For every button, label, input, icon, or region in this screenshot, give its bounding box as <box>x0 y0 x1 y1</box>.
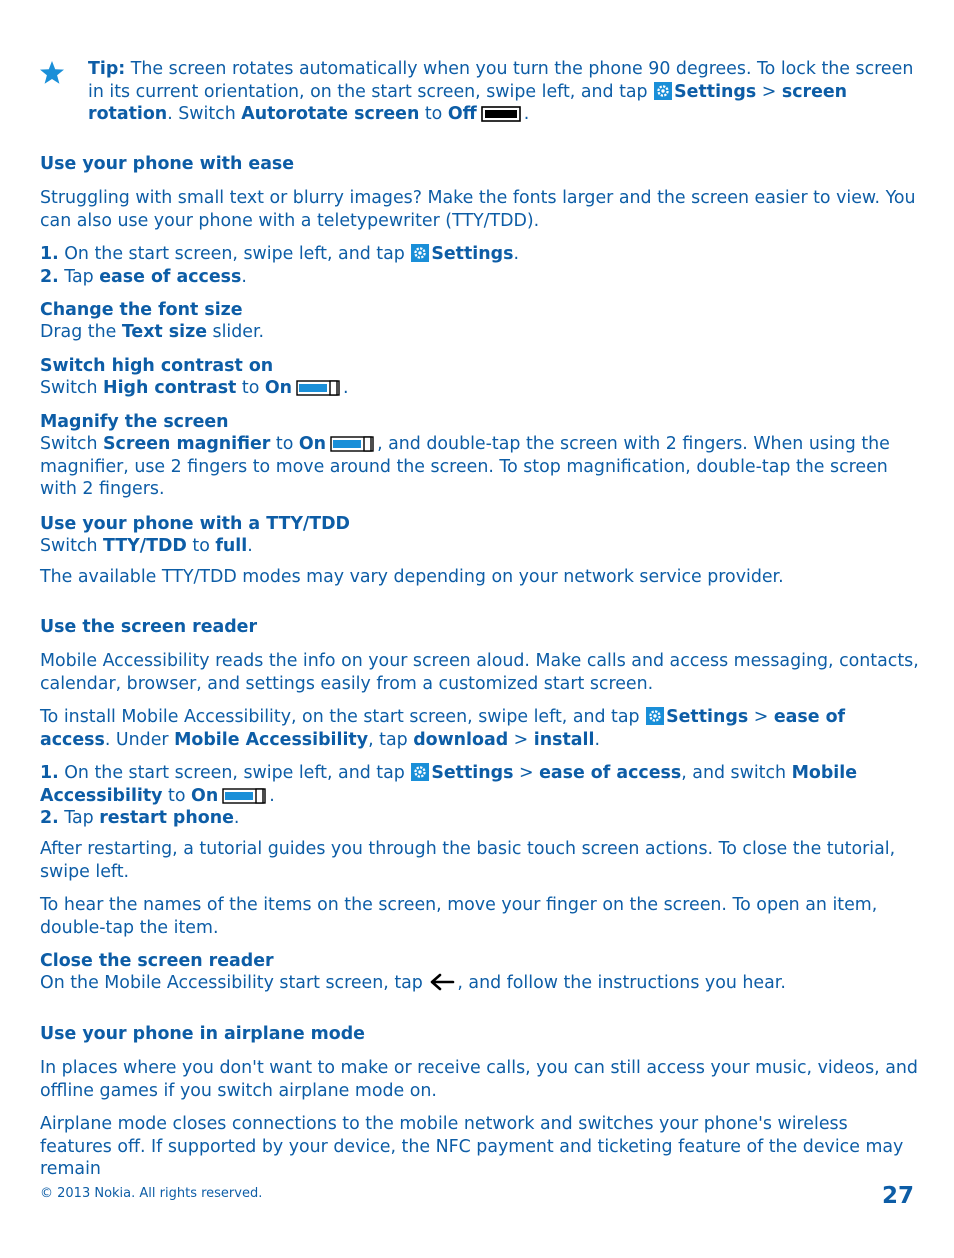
magnify-block: Magnify the screen Switch Screen magnifier to On , and double-tap the screen with 2 fingers. When using the magnifier, use 2 fingers to move around the screen. To stop magnification, double-tap the screen with 2 fingers. <box>40 411 920 501</box>
airplane-section <box>40 1023 920 1045</box>
tip-label: Tip: <box>88 59 126 79</box>
section-heading: Use your phone with ease <box>40 154 295 174</box>
reader-steps: 1. On the start screen, swipe left, and tap Settings > ease of access, and switch Mobile Accessibility to On . 2. Tap restart phone. <box>40 763 858 828</box>
settings-gear-icon <box>646 707 664 725</box>
tip-paragraph: Tip: The screen rotates automatically when you turn the phone 90 degrees. To lock the screen in its current orientation, on the start screen, swipe left, and tap Settings > screen rotation. Switch Autorotate screen to Off . <box>88 59 914 124</box>
reader-after: After restarting, a tutorial guides you through the basic touch screen actions. To close the tutorial, swipe left. <box>40 839 896 882</box>
toggle-on-icon <box>296 380 340 396</box>
back-arrow-icon <box>429 973 455 991</box>
close-reader-block: Close the screen reader On the Mobile Accessibility start screen, tap , and follow the instructions you hear. <box>40 950 920 995</box>
reader-hear: To hear the names of the items on the screen, move your finger on the screen. To open an item, double-tap the item. <box>40 895 878 938</box>
settings-gear-icon <box>654 82 672 100</box>
reader-intro: Mobile Accessibility reads the info on your screen aloud. Make calls and access messaging, contacts, calendar, browser, and settings easily from a customized start screen. <box>40 651 919 694</box>
settings-gear-icon <box>411 763 429 781</box>
section-heading: Use the screen reader <box>40 617 258 637</box>
tty-block: Use your phone with a TTY/TDD Switch TTY/TDD to full. <box>40 513 920 558</box>
section-heading: Use your phone in airplane mode <box>40 1024 365 1044</box>
reader-section <box>40 616 920 638</box>
toggle-off-icon <box>481 106 521 122</box>
tty-note: The available TTY/TDD modes may vary depending on your network service provider. <box>40 567 784 587</box>
settings-link: Settings <box>674 81 757 102</box>
page-number: 27 <box>881 1183 914 1209</box>
ease-intro: Struggling with small text or blurry images? Make the fonts larger and the screen easier to view. You can also use your phone with a teletypewriter (TTY/TDD). <box>40 188 916 231</box>
toggle-on-icon <box>222 788 266 804</box>
airplane-p1: In places where you don't want to make or receive calls, you can still access your music, videos, and offline games if you switch airplane mode on. <box>40 1058 918 1101</box>
ease-steps: 1. On the start screen, swipe left, and tap Settings. 2. Tap ease of access. <box>40 244 519 287</box>
ease-section <box>40 153 920 175</box>
subheading: Change the font size <box>40 300 243 320</box>
subheading: Magnify the screen <box>40 412 229 432</box>
subheading: Use your phone with a TTY/TDD <box>40 514 350 534</box>
reader-install: To install Mobile Accessibility, on the start screen, swipe left, and tap Settings > ease of access. Under Mobile Accessibility, tap download > install. <box>40 707 846 750</box>
subheading: Switch high contrast on <box>40 356 274 376</box>
airplane-p2: Airplane mode closes connections to the mobile network and switches your phone's wireless features off. If supported by your device, the NFC payment and ticketing feature of the device may remain <box>40 1114 904 1179</box>
subheading: Close the screen reader <box>40 951 274 971</box>
toggle-on-icon <box>330 436 374 452</box>
star-icon <box>39 60 65 85</box>
font-size-block: Change the font size Drag the Text size slider. <box>40 299 920 344</box>
copyright: © 2013 Nokia. All rights reserved. <box>40 1186 263 1201</box>
contrast-block: Switch high contrast on Switch High contrast to On . <box>40 355 920 400</box>
settings-gear-icon <box>411 244 429 262</box>
